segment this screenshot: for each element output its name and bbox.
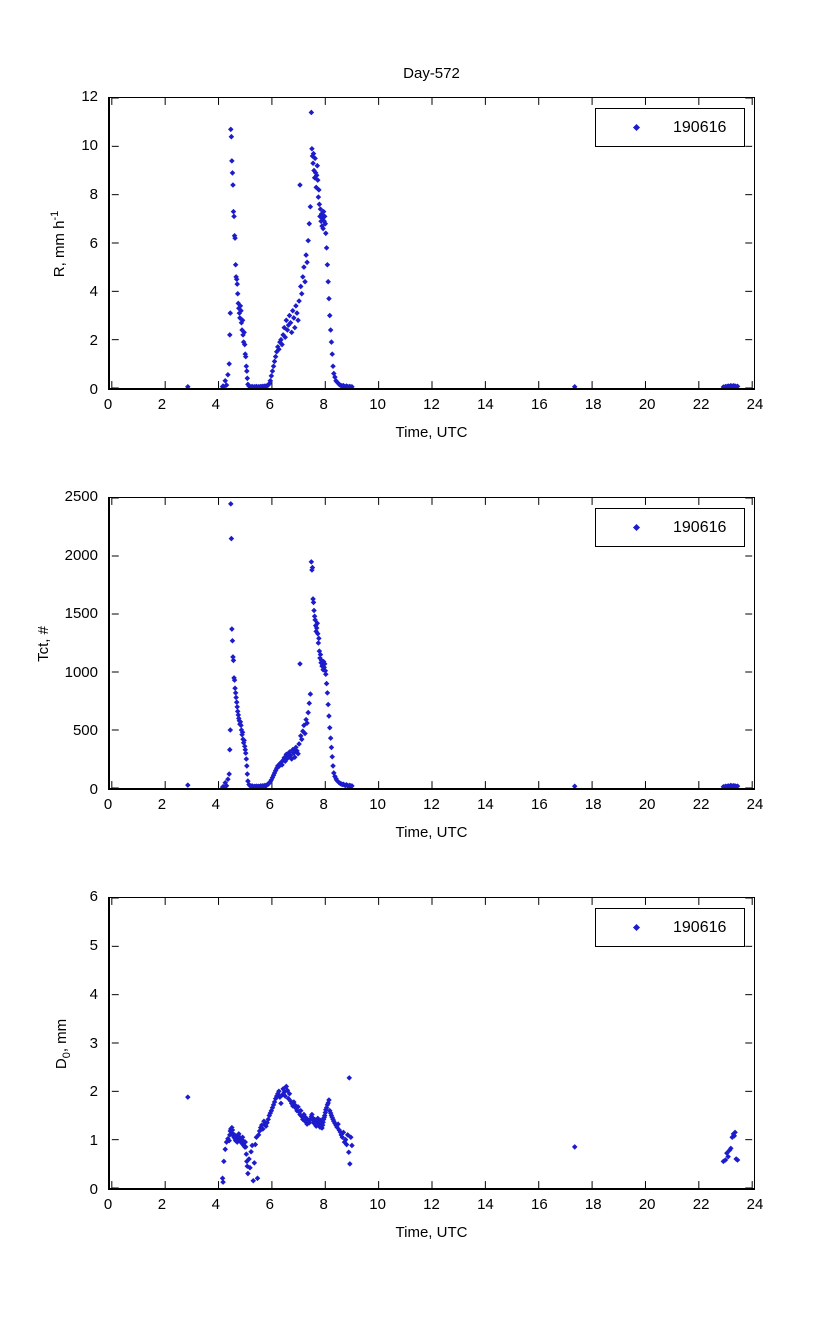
x-tick-label: 4 xyxy=(211,396,220,413)
x-tick-label: 4 xyxy=(211,796,220,813)
y-tick-label: 8 xyxy=(89,185,98,203)
x-tick-label: 10 xyxy=(369,396,386,413)
axes-box-total-count xyxy=(108,497,755,790)
subplot-median-diameter xyxy=(53,888,764,1241)
y-tick-label: 4 xyxy=(89,283,98,301)
scatter-points-rain-rate xyxy=(185,110,740,388)
figure-title: Day-572 xyxy=(403,65,460,82)
scatter-points-median-drop-diameter xyxy=(185,1075,740,1185)
x-tick-label: 16 xyxy=(530,796,548,813)
x-tick-label: 4 xyxy=(211,1196,220,1213)
x-tick-label: 18 xyxy=(584,1196,602,1213)
y-tick-label: 4 xyxy=(89,985,98,1003)
x-tick-label: 10 xyxy=(369,1196,386,1213)
x-tick-label: 12 xyxy=(423,796,440,813)
x-tick-label: 20 xyxy=(638,396,656,413)
x-tick-label: 0 xyxy=(103,396,113,413)
x-tick-label: 2 xyxy=(157,396,167,413)
legend-label: 190616 xyxy=(673,518,727,536)
x-tick-label: 8 xyxy=(319,1196,328,1213)
x-tick-label: 2 xyxy=(157,796,167,813)
x-tick-label: 0 xyxy=(103,796,113,813)
y-tick-label: 0 xyxy=(89,381,98,398)
x-tick-label: 24 xyxy=(746,396,764,413)
x-tick-label: 22 xyxy=(692,396,710,413)
x-tick-label: 8 xyxy=(319,796,328,813)
y-tick-label: 12 xyxy=(81,88,98,105)
y-tick-label: 3 xyxy=(89,1034,98,1052)
x-tick-label: 24 xyxy=(746,796,764,813)
y-tick-label: 0 xyxy=(89,1181,98,1198)
x-tick-label: 20 xyxy=(638,796,656,813)
legend-rain-rate xyxy=(595,108,745,147)
y-tick-label: 2 xyxy=(89,332,98,350)
y-tick-label: 1500 xyxy=(64,605,98,623)
legend-label: 190616 xyxy=(673,118,727,136)
y-tick-label: 1 xyxy=(89,1132,98,1150)
legend-median-diameter xyxy=(595,908,745,947)
y-axis-label-rain-rate: R, mm $h^{-1}$ xyxy=(49,210,68,277)
y-tick-label: 5 xyxy=(89,936,98,954)
x-tick-label: 16 xyxy=(530,396,548,413)
x-axis-label-rain-rate: Time, UTC xyxy=(395,424,468,441)
legend-total-count xyxy=(595,508,745,547)
legend-marker-icon xyxy=(633,124,640,131)
y-tick-label: 2 xyxy=(89,1083,98,1101)
legend-marker-icon xyxy=(633,924,640,931)
axes-box-rain-rate xyxy=(108,97,755,390)
subplot-rain-rate xyxy=(49,65,764,441)
y-tick-label: 6 xyxy=(89,234,98,252)
y-tick-label: 10 xyxy=(81,136,98,154)
x-tick-label: 8 xyxy=(319,396,328,413)
x-tick-label: 12 xyxy=(423,1196,440,1213)
x-tick-label: 14 xyxy=(477,396,494,413)
x-tick-label: 6 xyxy=(265,1196,274,1213)
y-tick-label: 2500 xyxy=(64,488,98,505)
x-tick-label: 12 xyxy=(423,396,440,413)
x-tick-label: 14 xyxy=(477,796,494,813)
x-tick-label: 18 xyxy=(584,396,602,413)
y-axis-label-total-count: Tct, # xyxy=(35,625,52,662)
x-axis-label-median-diameter: Time, UTC xyxy=(395,1224,468,1241)
x-tick-label: 10 xyxy=(369,796,386,813)
y-tick-label: 500 xyxy=(72,722,98,740)
x-tick-label: 22 xyxy=(692,1196,710,1213)
x-tick-label: 18 xyxy=(584,796,602,813)
y-tick-label: 2000 xyxy=(64,546,98,564)
x-tick-label: 6 xyxy=(265,396,274,413)
axes-box-median-diameter xyxy=(108,897,755,1190)
legend-marker-icon xyxy=(633,524,640,531)
x-tick-label: 6 xyxy=(265,796,274,813)
x-tick-label: 16 xyxy=(530,1196,548,1213)
y-tick-label: 1000 xyxy=(64,663,98,681)
x-tick-label: 2 xyxy=(157,1196,167,1213)
y-axis-label-median-diameter: $D_0$, mm xyxy=(53,1018,73,1069)
y-tick-label: 6 xyxy=(89,888,98,905)
legend-label: 190616 xyxy=(673,918,727,936)
x-tick-label: 24 xyxy=(746,1196,764,1213)
x-tick-label: 22 xyxy=(692,796,710,813)
x-tick-label: 20 xyxy=(638,1196,656,1213)
y-tick-label: 0 xyxy=(89,781,98,798)
x-tick-label: 14 xyxy=(477,1196,494,1213)
x-axis-label-total-count: Time, UTC xyxy=(395,824,468,841)
subplot-total-count xyxy=(35,488,764,841)
x-tick-label: 0 xyxy=(103,1196,113,1213)
